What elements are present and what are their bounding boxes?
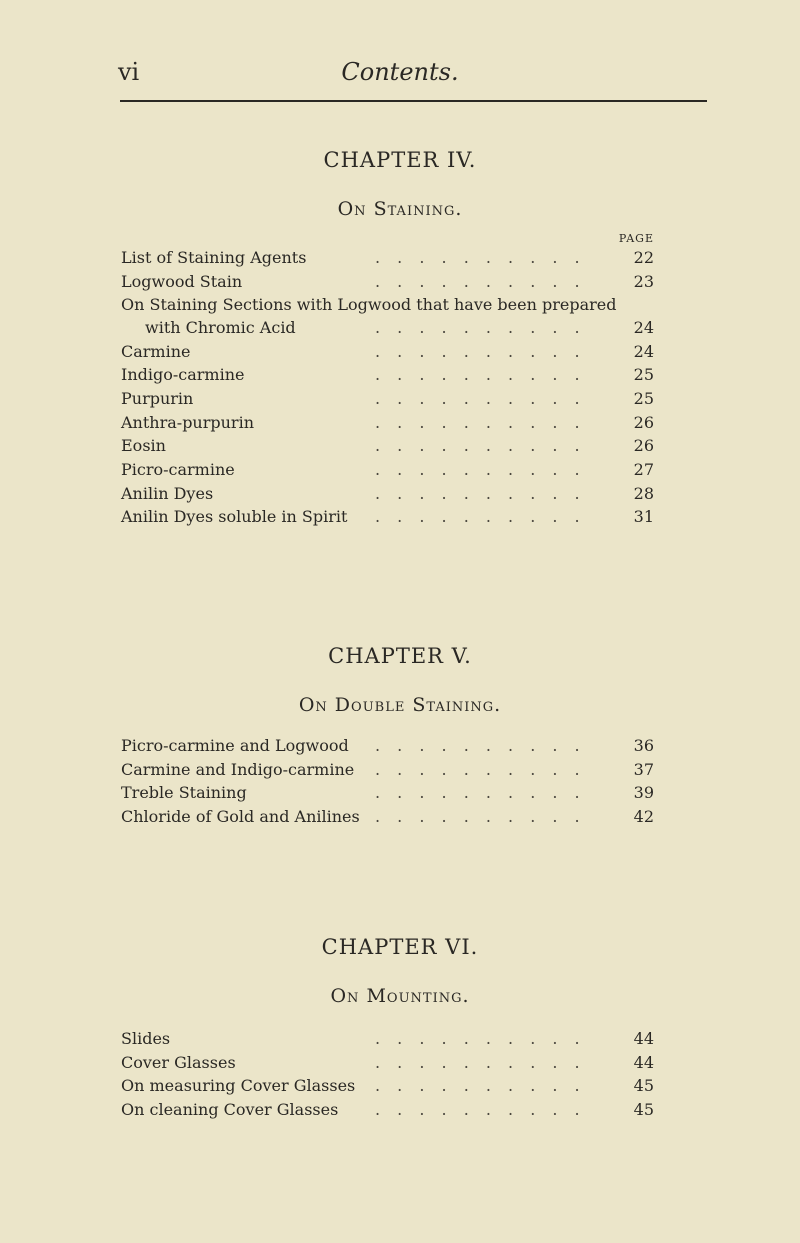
entry-title: Anilin Dyes <box>121 483 214 503</box>
entry-page: 26 <box>633 436 654 456</box>
leader-dots: . . . . . . . . . . <box>375 1029 586 1048</box>
leader-dots: . . . . . . . . . . <box>375 1100 586 1120</box>
entry-title: Chloride of Gold and Anilines <box>121 807 360 827</box>
toc-entry[interactable] <box>0 295 800 318</box>
entry-page: 23 <box>633 271 654 291</box>
leader-dots: . . . . . . . . . . <box>375 412 586 432</box>
leader-dots: . . . . . . . . . . <box>375 436 586 456</box>
entry-page: 39 <box>633 783 654 803</box>
toc-entry[interactable] <box>0 807 800 831</box>
chapter-4-title: CHAPTER IV. <box>323 148 477 172</box>
chapter-4-subtitle: On Staining. <box>337 198 463 220</box>
entry-page: 45 <box>633 1100 654 1120</box>
entry-page: 45 <box>633 1076 654 1096</box>
entry-title: Slides <box>121 1029 171 1048</box>
entry-title: Purpurin <box>121 388 194 408</box>
chapter-5-subtitle: On Double Staining. <box>298 694 502 716</box>
entry-page: 24 <box>633 317 654 337</box>
leader-dots: . . . . . . . . . . <box>375 248 586 267</box>
page-folio: vi <box>118 58 140 86</box>
toc-entry[interactable] <box>0 1029 800 1053</box>
toc-entry[interactable] <box>0 760 800 784</box>
toc-entry[interactable] <box>0 436 800 460</box>
entry-title: Eosin <box>121 436 166 456</box>
entry-page: 44 <box>633 1029 654 1048</box>
entry-page: 27 <box>633 460 654 479</box>
leader-dots: . . . . . . . . . . <box>375 783 586 803</box>
leader-dots: . . . . . . . . . . <box>375 807 586 827</box>
page-column-label: PAGE <box>618 232 654 245</box>
toc-entry[interactable] <box>0 318 800 342</box>
entry-title: Indigo-carmine <box>121 365 245 385</box>
entry-title: Picro-carmine <box>121 460 235 479</box>
entry-page: 25 <box>633 365 654 385</box>
leader-dots: . . . . . . . . . . <box>375 483 586 503</box>
leader-dots: . . . . . . . . . . <box>375 317 586 337</box>
entry-title: List of Staining Agents <box>121 248 307 267</box>
entry-title: Picro-carmine and Logwood <box>121 736 349 755</box>
toc-entry[interactable] <box>0 1076 800 1100</box>
entry-title: Treble Staining <box>121 783 247 803</box>
toc-entry[interactable] <box>0 1053 800 1077</box>
toc-entry[interactable] <box>0 507 800 531</box>
running-title: Contents. <box>341 58 459 86</box>
leader-dots: . . . . . . . . . . <box>375 759 586 779</box>
entry-page: 28 <box>633 483 654 503</box>
entry-page: 44 <box>633 1052 654 1072</box>
toc-entry[interactable] <box>0 783 800 807</box>
chapter-5-title: CHAPTER V. <box>328 644 472 668</box>
entry-page: 26 <box>633 412 654 432</box>
leader-dots: . . . . . . . . . . <box>375 460 586 479</box>
chapter-6-subtitle: On Mounting. <box>330 985 470 1007</box>
entry-page: 36 <box>633 736 654 755</box>
entry-page: 24 <box>633 341 654 361</box>
chapter-6-entries <box>0 1029 800 1124</box>
entry-page: 42 <box>633 807 654 827</box>
entry-title: Carmine <box>121 341 191 361</box>
chapter-5-entries <box>0 736 800 831</box>
leader-dots: . . . . . . . . . . <box>375 341 586 361</box>
entry-page: 37 <box>633 759 654 779</box>
entry-title: On cleaning Cover Glasses <box>121 1100 339 1120</box>
leader-dots: . . . . . . . . . . <box>375 1052 586 1072</box>
entry-page: 25 <box>633 388 654 408</box>
entry-title: On Staining Sections with Logwood that have been prepared <box>121 295 617 315</box>
entry-page: 31 <box>633 507 654 527</box>
toc-entry[interactable] <box>0 342 800 366</box>
entry-page: 22 <box>633 248 654 267</box>
toc-entry[interactable] <box>0 460 800 484</box>
toc-entry[interactable] <box>0 484 800 508</box>
header-rule <box>120 100 707 102</box>
entry-title: Anthra-purpurin <box>121 412 254 432</box>
entry-title: Logwood Stain <box>121 271 243 291</box>
toc-entry[interactable] <box>0 272 800 296</box>
toc-entry[interactable] <box>0 365 800 389</box>
leader-dots: . . . . . . . . . . <box>375 388 586 408</box>
toc-entry[interactable] <box>0 736 800 760</box>
leader-dots: . . . . . . . . . . <box>375 1076 586 1096</box>
chapter-6-title: CHAPTER VI. <box>321 935 479 959</box>
toc-entry[interactable] <box>0 1100 800 1124</box>
leader-dots: . . . . . . . . . . <box>375 365 586 385</box>
entry-title: with Chromic Acid <box>145 317 296 337</box>
toc-entry[interactable] <box>0 248 800 272</box>
chapter-4-entries <box>0 248 800 531</box>
toc-entry[interactable] <box>0 389 800 413</box>
running-head <box>0 58 800 98</box>
leader-dots: . . . . . . . . . . <box>375 271 586 291</box>
leader-dots: . . . . . . . . . . <box>375 507 586 527</box>
toc-entry[interactable] <box>0 413 800 437</box>
entry-title: Anilin Dyes soluble in Spirit <box>121 507 348 527</box>
entry-title: Carmine and Indigo-carmine <box>121 759 355 779</box>
entry-title: Cover Glasses <box>121 1052 236 1072</box>
entry-title: On measuring Cover Glasses <box>121 1076 356 1096</box>
leader-dots: . . . . . . . . . . <box>375 736 586 755</box>
